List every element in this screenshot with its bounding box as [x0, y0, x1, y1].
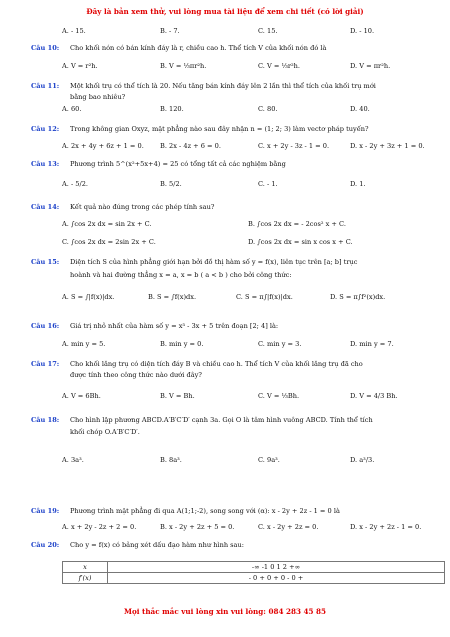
question-number: Câu 16: — [31, 322, 60, 330]
question-number: Câu 13: — [31, 160, 60, 168]
option-d: D. 40. — [350, 105, 370, 113]
option-c: C. - 1. — [258, 180, 278, 188]
option-c: C. S = π∫|f(x)|dx. — [236, 293, 293, 301]
question-text-cont: bằng bao nhiêu? — [70, 93, 126, 101]
option-b: B. x - 2y + 2z + 5 = 0. — [160, 523, 235, 531]
question-text-cont: được tính theo công thức nào dưới đây? — [70, 371, 202, 379]
option-c: C. 15. — [258, 27, 278, 35]
question-number: Câu 11: — [31, 82, 60, 90]
question-text-cont: khối chóp O.A′B′C′D′. — [70, 428, 140, 436]
option-d: D. x - 2y + 3z + 1 = 0. — [350, 142, 425, 150]
contact-banner: Mọi thắc mắc vui lòng xin vui lòng: 084 283 45 85 — [124, 607, 326, 616]
question-text-cont: hoành và hai đường thẳng x = a, x = b ( a < b ) cho bởi công thức: — [70, 271, 292, 279]
question-text: Cho y = f(x) có bảng xét dấu đạo hàm như hình sau: — [70, 541, 244, 549]
option-c: C. V = ⅓r²h. — [258, 62, 301, 70]
sign-table-x-label: x — [63, 562, 108, 573]
question-text: Trong không gian Oxyz, mặt phẳng nào sau đây nhận n = (1; 2; 3) làm vectơ pháp tuyến? — [70, 125, 369, 133]
question-text: Diện tích S của hình phẳng giới hạn bởi đồ thị hàm số y = f(x), liên tục trên [a; b] trục — [70, 258, 358, 266]
option-d: D. 1. — [350, 180, 366, 188]
question-number: Câu 14: — [31, 203, 60, 211]
question-text: Một khối trụ có thể tích là 20. Nếu tăng bán kính đáy lên 2 lần thì thể tích của khối trụ mới — [70, 82, 376, 90]
question-text: Phương trình 5^(x²+5x+4) = 25 có tổng tất cả các nghiệm bằng — [70, 160, 286, 168]
option-c: C. x - 2y + 2z = 0. — [258, 523, 319, 531]
option-b: B. V = Bh. — [160, 392, 195, 400]
question-number: Câu 12: — [31, 125, 60, 133]
question-text: Giá trị nhỏ nhất của hàm số y = x³ - 3x + 5 trên đoạn [2; 4] là: — [70, 322, 279, 330]
option-a: A. 60. — [62, 105, 82, 113]
option-a: A. - 15. — [62, 27, 86, 35]
option-a: A. min y = 5. — [62, 340, 106, 348]
option-b: B. 8a³. — [160, 456, 182, 464]
option-a: A. ∫cos 2x dx = sin 2x + C. — [62, 220, 152, 228]
option-b: B. V = ⅓πr²h. — [160, 62, 207, 70]
option-b: B. 2x - 4z + 6 = 0. — [160, 142, 221, 150]
option-d: D. min y = 7. — [350, 340, 394, 348]
option-c: C. V = ⅓Bh. — [258, 392, 300, 400]
option-b: B. - 7. — [160, 27, 180, 35]
option-d: D. V = 4/3 Bh. — [350, 392, 398, 400]
question-text: Cho hình lập phương ABCD.A′B′C′D′ cạnh 3a. Gọi O là tâm hình vuông ABCD. Tính thể tích — [70, 416, 373, 424]
option-b: B. 5/2. — [160, 180, 182, 188]
question-number: Câu 18: — [31, 416, 60, 424]
option-a: A. 3a³. — [62, 456, 84, 464]
question-text: Phương trình mặt phẳng đi qua A(1;1;-2), song song với (α): x - 2y + 2z - 1 = 0 là — [70, 507, 340, 515]
question-number: Câu 15: — [31, 258, 60, 266]
question-text: Cho khối nón có bán kính đáy là r, chiều cao h. Thể tích V của khối nón đó là — [70, 44, 327, 52]
option-d: D. V = πr²h. — [350, 62, 391, 70]
option-a: A. x + 2y - 2z + 2 = 0. — [62, 523, 137, 531]
question-number: Câu 20: — [31, 541, 60, 549]
option-a: A. - 5/2. — [62, 180, 88, 188]
option-b: B. 120. — [160, 105, 184, 113]
question-text: Cho khối lăng trụ có diện tích đáy B và chiều cao h. Thể tích V của khối lăng trụ đã cho — [70, 360, 363, 368]
sign-table-fprime-values: - 0 + 0 + 0 - 0 + — [108, 573, 445, 584]
option-d: D. x - 2y + 2z - 1 = 0. — [350, 523, 422, 531]
question-number: Câu 19: — [31, 507, 60, 515]
option-d: D. ∫cos 2x dx = sin x cos x + C. — [248, 238, 353, 246]
sign-table — [62, 561, 445, 584]
option-a: A. 2x + 4y + 6z + 1 = 0. — [62, 142, 144, 150]
option-d: D. a³/3. — [350, 456, 375, 464]
option-c: C. ∫cos 2x dx = 2sin 2x + C. — [62, 238, 156, 246]
option-c: C. 80. — [258, 105, 278, 113]
option-c: C. min y = 3. — [258, 340, 302, 348]
question-number: Câu 10: — [31, 44, 60, 52]
option-b: B. min y = 0. — [160, 340, 204, 348]
option-a: A. V = 6Bh. — [62, 392, 101, 400]
preview-banner: Đây là bản xem thử, vui lòng mua tài liệu để xem chi tiết (có lời giải) — [86, 7, 364, 16]
sign-table-fprime-label: f′(x) — [63, 573, 108, 584]
option-b: B. ∫cos 2x dx = - 2cos² x + C. — [248, 220, 346, 228]
option-d: D. S = π∫f²(x)dx. — [330, 293, 386, 301]
question-text: Kết quả nào đúng trong các phép tính sau? — [70, 203, 215, 211]
option-d: D. - 10. — [350, 27, 375, 35]
option-c: C. 9a³. — [258, 456, 280, 464]
option-a: A. V = r²h. — [62, 62, 98, 70]
option-a: A. S = ∫|f(x)|dx. — [62, 293, 115, 301]
option-c: C. x + 2y - 3z - 1 = 0. — [258, 142, 330, 150]
sign-table-x-values: -∞ -1 0 1 2 +∞ — [108, 562, 445, 573]
question-number: Câu 17: — [31, 360, 60, 368]
option-b: B. S = ∫f(x)dx. — [148, 293, 197, 301]
